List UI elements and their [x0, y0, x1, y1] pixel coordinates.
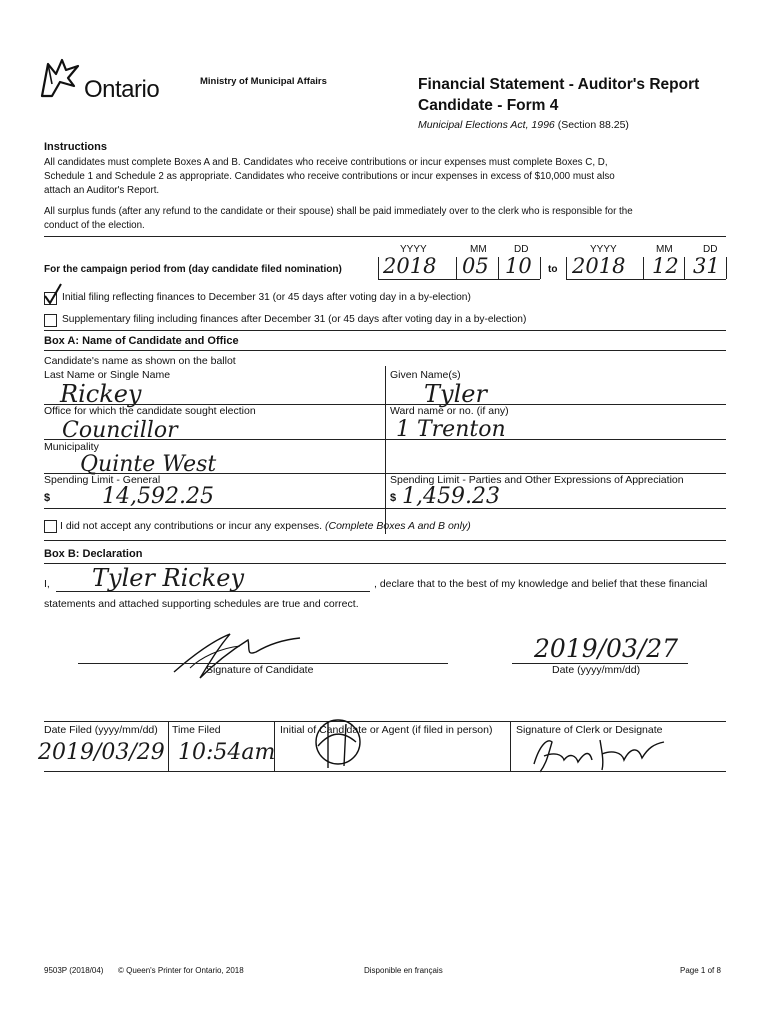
form-id: 9503P (2018/04)	[44, 966, 104, 975]
given-name-field[interactable]: Tyler	[424, 380, 487, 408]
from-dd-field[interactable]: 10	[505, 254, 532, 278]
copyright: © Queen's Printer for Ontario, 2018	[118, 966, 244, 975]
spending-parties-label: Spending Limit - Parties and Other Expressions of Appreciation	[390, 474, 684, 486]
form-title: Financial Statement - Auditor's Report	[418, 76, 700, 93]
box-b-heading: Box B: Declaration	[44, 548, 143, 560]
declaration-date-field[interactable]: 2019/03/27	[534, 634, 679, 663]
agent-initial-label: Initial of Candidate or Agent (if filed in person)	[280, 724, 493, 736]
last-name-label: Last Name or Single Name	[44, 369, 171, 381]
col-mm-label: MM	[656, 244, 673, 255]
date-filed-field[interactable]: 2019/03/29	[38, 740, 165, 765]
clerk-signature	[530, 734, 670, 774]
act-name: Municipal Elections Act, 1996	[418, 119, 555, 131]
spending-general-label: Spending Limit - General	[44, 474, 161, 486]
to-mm-field[interactable]: 12	[652, 254, 679, 278]
no-contributions-note: (Complete Boxes A and B only)	[325, 520, 471, 532]
col-yyyy-label: YYYY	[590, 244, 617, 255]
to-dd-field[interactable]: 31	[693, 254, 720, 278]
date-label: Date (yyyy/mm/dd)	[552, 664, 641, 676]
declaration-text: statements and attached supporting schedules are true and correct.	[44, 598, 359, 610]
spending-parties-field[interactable]: 1,459.23	[402, 484, 500, 509]
given-name-label: Given Name(s)	[390, 369, 461, 381]
col-yyyy-label: YYYY	[400, 244, 427, 255]
divider	[44, 540, 726, 541]
from-yyyy-field[interactable]: 2018	[383, 254, 437, 278]
divider	[44, 236, 726, 237]
clerk-signature-label: Signature of Clerk or Designate	[516, 724, 663, 736]
spending-general-field[interactable]: 14,592.25	[102, 484, 214, 509]
last-name-field[interactable]: Rickey	[60, 380, 142, 408]
municipality-field[interactable]: Quinte West	[80, 452, 217, 477]
surplus-text: All surplus funds (after any refund to the candidate or their spouse) shall be paid immediately over to the clerk who is responsible for the	[44, 206, 633, 217]
instructions-text: All candidates must complete Boxes A and B. Candidates who receive contributions or incur expenses must complete Boxes C, D,	[44, 157, 608, 168]
office-field[interactable]: Councillor	[62, 418, 178, 443]
initial-filing-label: Initial filing reflecting finances to December 31 (or 45 days after voting day in a by-election)	[62, 292, 471, 303]
act-section: (Section 88.25)	[557, 119, 629, 131]
signature-candidate-label: Signature of Candidate	[206, 664, 314, 676]
no-contributions-checkbox[interactable]	[44, 520, 57, 533]
no-contributions-text: I did not accept any contributions or incur any expenses.	[60, 520, 323, 532]
campaign-period-label: For the campaign period from (day candidate filed nomination)	[44, 264, 342, 275]
ward-label: Ward name or no. (if any)	[390, 405, 509, 417]
instructions-text: attach an Auditor's Report.	[44, 185, 160, 196]
french-availability: Disponible en français	[364, 966, 443, 975]
agent-initial-signature	[306, 712, 366, 774]
ward-field[interactable]: 1 Trenton	[396, 417, 506, 442]
time-filed-label: Time Filed	[172, 724, 221, 736]
supplementary-filing-label: Supplementary filing including finances after December 31 (or 45 days after voting day in a by-election)	[62, 314, 527, 325]
ontario-trillium-logo-icon	[34, 56, 84, 102]
no-contributions-label	[60, 520, 471, 532]
ministry-name: Ministry of Municipal Affairs	[200, 76, 327, 87]
to-yyyy-field[interactable]: 2018	[572, 254, 626, 278]
currency-symbol: $	[390, 492, 397, 504]
divider	[44, 330, 726, 331]
col-dd-label: DD	[514, 244, 529, 255]
form-subtitle: Candidate - Form 4	[418, 97, 559, 114]
act-citation	[418, 119, 629, 131]
declaration-text: , declare that to the best of my knowledge and belief that these financial	[374, 578, 708, 590]
to-label: to	[548, 264, 558, 275]
col-dd-label: DD	[703, 244, 718, 255]
declarant-name-field[interactable]: Tyler Rickey	[92, 564, 245, 592]
instructions-heading: Instructions	[44, 141, 107, 153]
from-mm-field[interactable]: 05	[462, 254, 489, 278]
surplus-text: conduct of the election.	[44, 220, 145, 231]
municipality-label: Municipality	[44, 441, 99, 453]
time-filed-field[interactable]: 10:54am	[178, 740, 276, 765]
checkmark-icon	[42, 282, 64, 306]
box-a-heading: Box A: Name of Candidate and Office	[44, 335, 239, 347]
office-label: Office for which the candidate sought election	[44, 405, 256, 417]
supplementary-filing-checkbox[interactable]	[44, 314, 57, 327]
ontario-logo-text: Ontario	[84, 76, 160, 103]
ballot-name-note: Candidate's name as shown on the ballot	[44, 355, 236, 367]
page-number: Page 1 of 8	[680, 966, 721, 975]
declaration-prefix: I,	[44, 578, 50, 590]
col-mm-label: MM	[470, 244, 487, 255]
instructions-text: Schedule 1 and Schedule 2 as appropriate. Candidates who receive contributions or incur expenses in excess of $10,000 must also	[44, 171, 615, 182]
currency-symbol: $	[44, 492, 51, 504]
date-filed-label: Date Filed (yyyy/mm/dd)	[44, 724, 158, 736]
